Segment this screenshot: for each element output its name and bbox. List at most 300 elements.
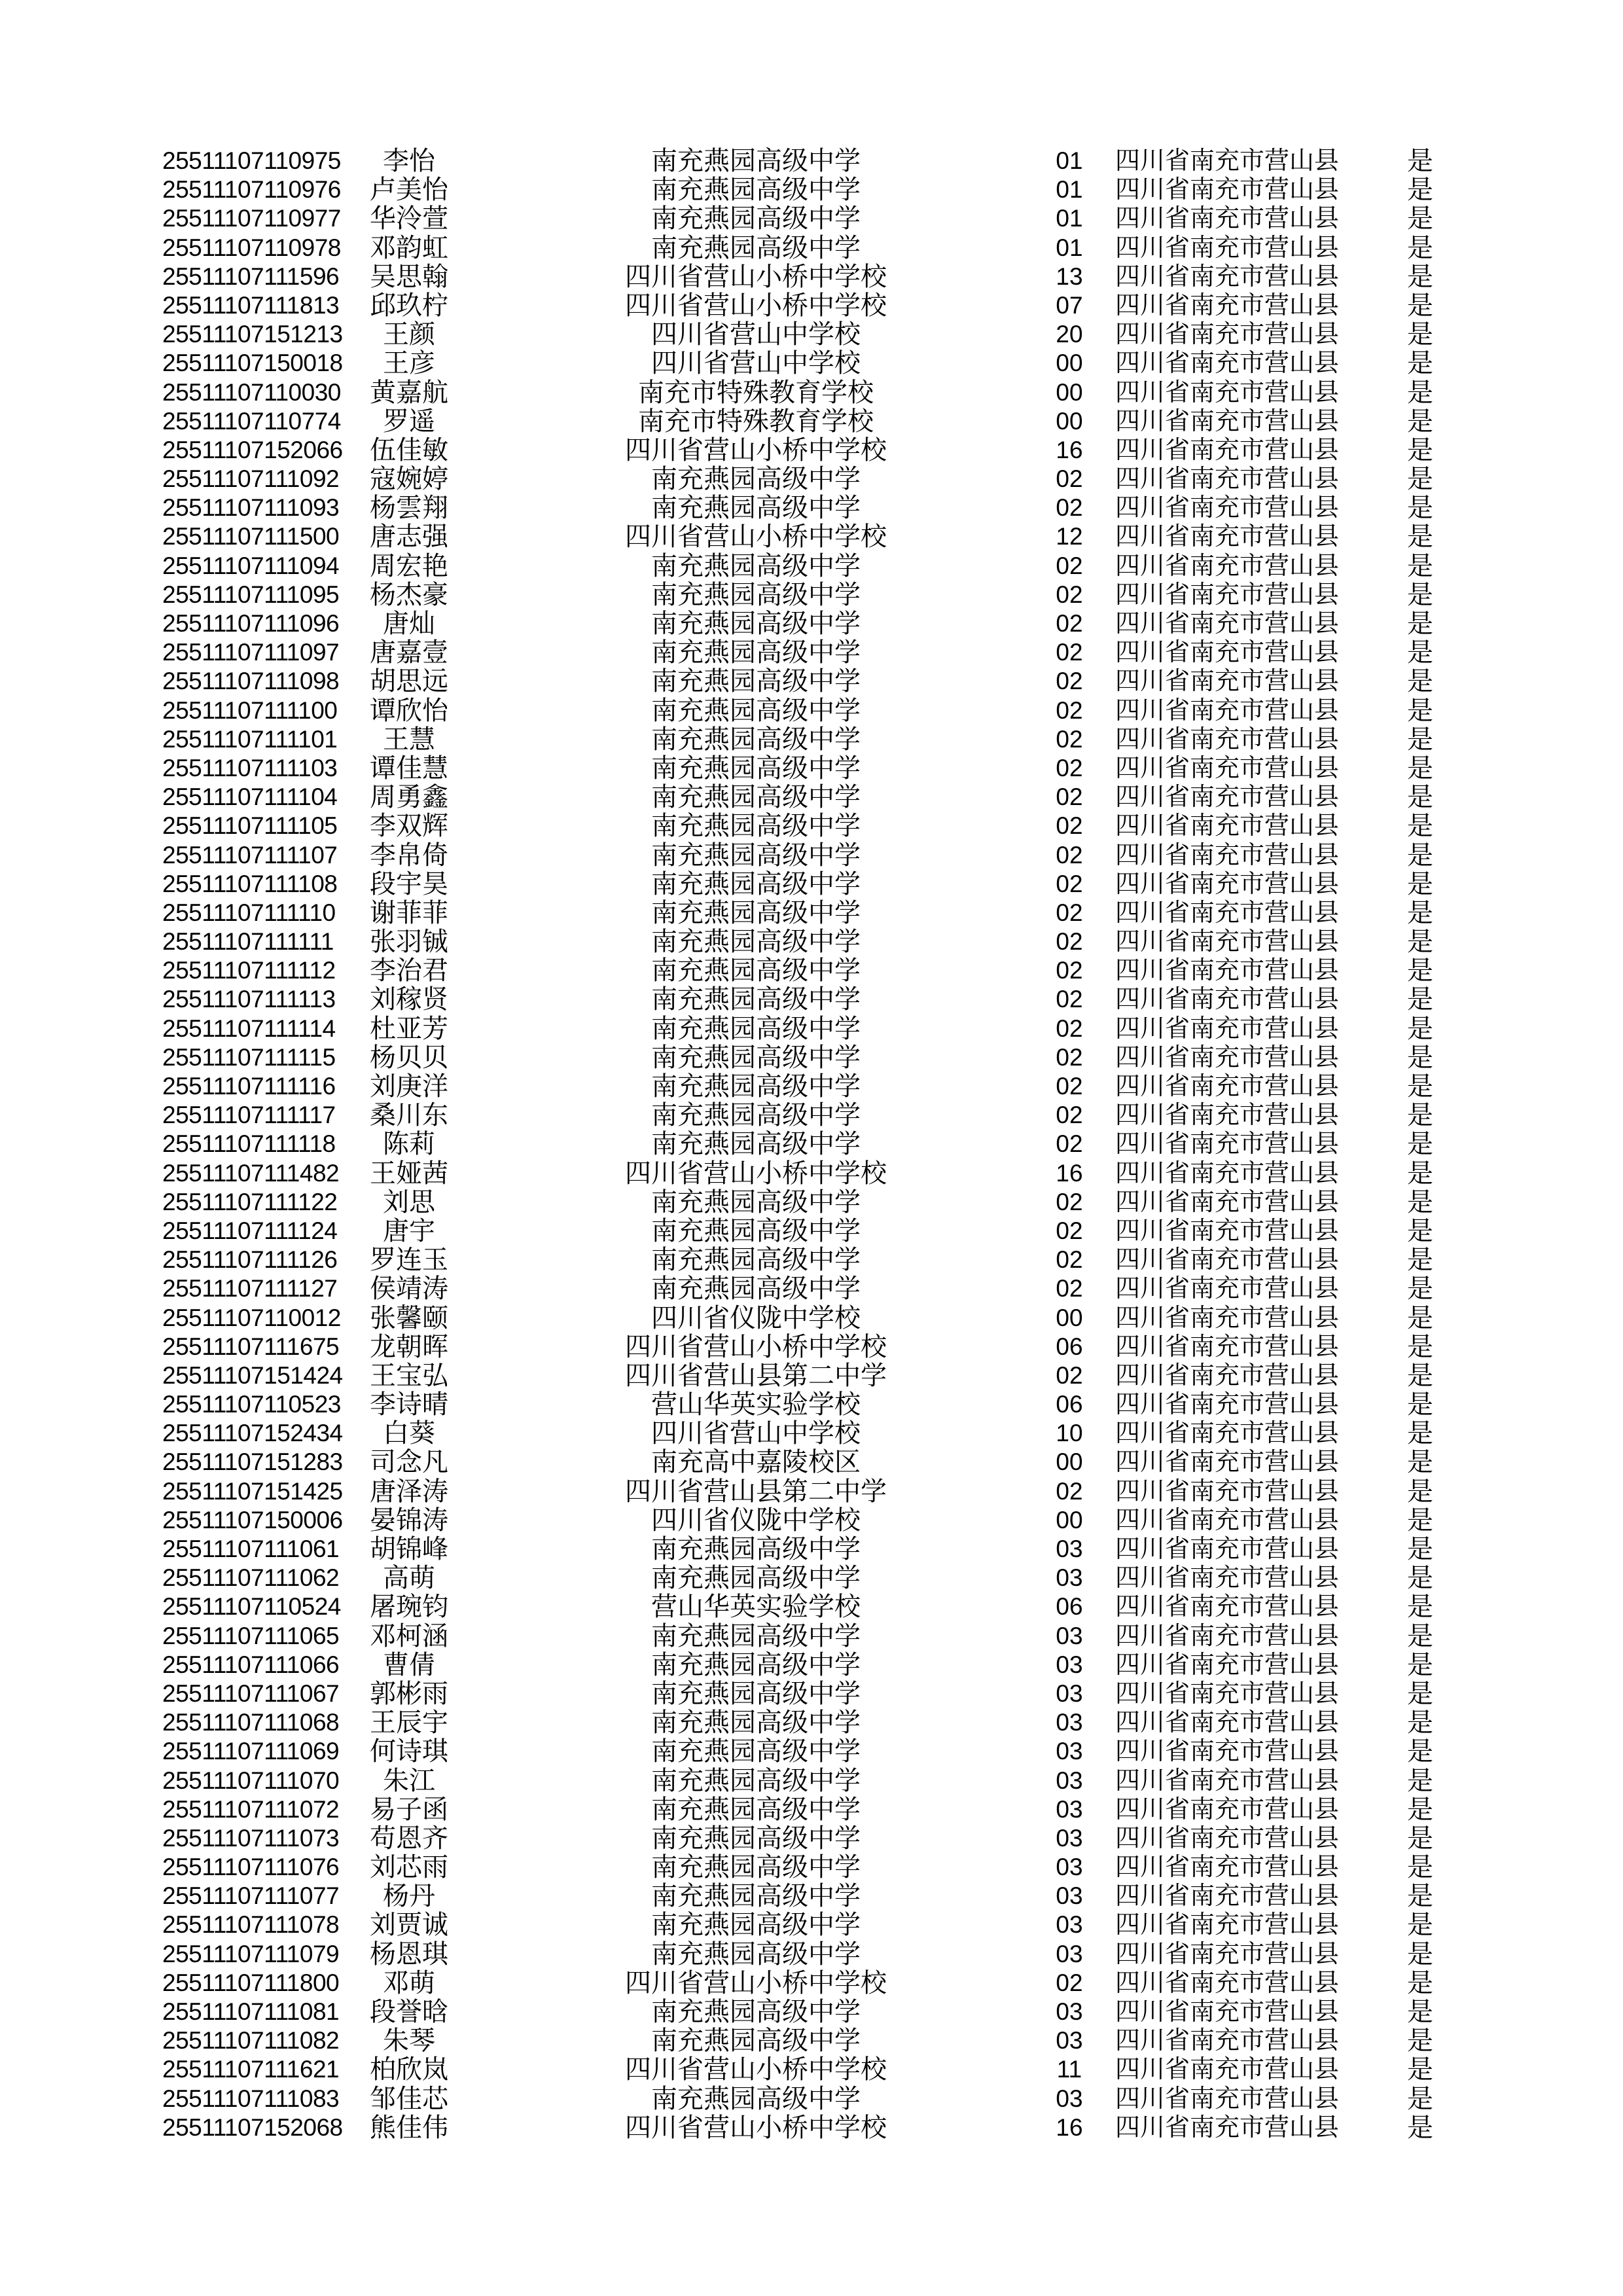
table-row <box>0 956 1623 985</box>
table-row <box>0 985 1623 1014</box>
confirm-flag: 是 <box>1407 1649 1433 1679</box>
school-name: 四川省营山小桥中学校 <box>625 1331 887 1361</box>
county-name: 四川省南充市营山县 <box>1115 899 1339 927</box>
table-row <box>0 1969 1623 1998</box>
table-row <box>0 1477 1623 1506</box>
student-name: 王颜 <box>383 319 435 350</box>
table-row <box>0 2026 1623 2055</box>
student-name: 曹倩 <box>383 1649 435 1679</box>
table-row <box>0 1651 1623 1679</box>
table-row <box>0 1333 1623 1361</box>
table-row <box>0 1246 1623 1274</box>
table-row <box>0 234 1623 262</box>
table-row <box>0 1824 1623 1853</box>
class-code: 02 <box>1056 552 1083 579</box>
confirm-flag: 是 <box>1407 1274 1433 1304</box>
school-name: 四川省营山小桥中学校 <box>625 2112 887 2142</box>
exam-id: 25511107111083 <box>162 2085 340 2112</box>
school-name: 南充燕园高级中学 <box>651 753 861 783</box>
student-name: 胡锦峰 <box>370 1534 448 1564</box>
exam-id: 25511107110524 <box>162 1593 341 1621</box>
exam-id: 25511107111105 <box>162 812 338 840</box>
student-name: 王彦 <box>383 348 435 378</box>
school-name: 南充燕园高级中学 <box>651 1563 861 1593</box>
school-name: 南充燕园高级中学 <box>651 897 861 927</box>
confirm-flag: 是 <box>1407 319 1433 350</box>
class-code: 03 <box>1056 1679 1083 1707</box>
class-code: 03 <box>1056 1709 1083 1736</box>
school-name: 南充燕园高级中学 <box>651 146 861 175</box>
table-row <box>0 609 1623 638</box>
class-code: 06 <box>1056 1333 1083 1360</box>
county-name: 四川省南充市营山县 <box>1115 1217 1339 1245</box>
class-code: 10 <box>1056 1420 1083 1447</box>
class-code: 02 <box>1056 494 1083 522</box>
confirm-flag: 是 <box>1407 2054 1433 2085</box>
student-name: 邹佳芯 <box>370 2083 448 2113</box>
exam-id: 25511107110523 <box>162 1391 341 1418</box>
exam-id: 25511107111097 <box>162 639 340 666</box>
exam-id: 25511107150006 <box>162 1506 343 1534</box>
confirm-flag: 是 <box>1407 175 1433 205</box>
school-name: 南充燕园高级中学 <box>651 1910 861 1940</box>
county-name: 四川省南充市营山县 <box>1115 1130 1339 1158</box>
class-code: 02 <box>1056 696 1083 724</box>
student-name: 邓萌 <box>383 1967 435 1998</box>
school-name: 南充燕园高级中学 <box>651 724 861 754</box>
school-name: 南充燕园高级中学 <box>651 840 861 870</box>
county-name: 四川省南充市营山县 <box>1115 754 1339 782</box>
class-code: 01 <box>1056 147 1083 174</box>
exam-id: 25511107111596 <box>162 262 340 290</box>
county-name: 四川省南充市营山县 <box>1115 2085 1339 2113</box>
confirm-flag: 是 <box>1407 406 1433 436</box>
school-name: 南充燕园高级中学 <box>651 666 861 696</box>
exam-id: 25511107111079 <box>162 1940 340 1967</box>
school-name: 四川省营山中学校 <box>651 348 861 378</box>
student-name: 张羽铖 <box>370 927 448 957</box>
confirm-flag: 是 <box>1407 1331 1433 1361</box>
school-name: 南充燕园高级中学 <box>651 1765 861 1795</box>
class-code: 00 <box>1056 350 1083 377</box>
class-code: 03 <box>1056 1940 1083 1967</box>
confirm-flag: 是 <box>1407 2026 1433 2056</box>
class-code: 02 <box>1056 668 1083 695</box>
table-row <box>0 1564 1623 1592</box>
confirm-flag: 是 <box>1407 435 1433 465</box>
table-row <box>0 725 1623 754</box>
school-name: 四川省营山小桥中学校 <box>625 261 887 291</box>
table-row <box>0 1910 1623 1939</box>
confirm-flag: 是 <box>1407 1418 1433 1448</box>
table-row <box>0 147 1623 175</box>
county-name: 四川省南充市营山县 <box>1115 436 1339 464</box>
student-name: 邱玖柠 <box>370 290 448 320</box>
confirm-flag: 是 <box>1407 1360 1433 1390</box>
exam-id: 25511107111813 <box>162 291 340 319</box>
county-name: 四川省南充市营山县 <box>1115 1246 1339 1274</box>
confirm-flag: 是 <box>1407 1129 1433 1159</box>
county-name: 四川省南充市营山县 <box>1115 1564 1339 1592</box>
table-row <box>0 204 1623 233</box>
table-row <box>0 1217 1623 1246</box>
student-name: 高萌 <box>383 1563 435 1593</box>
class-code: 20 <box>1056 321 1083 348</box>
county-name: 四川省南充市营山县 <box>1115 1073 1339 1100</box>
table-row <box>0 1737 1623 1766</box>
class-code: 11 <box>1056 2056 1082 2083</box>
county-name: 四川省南充市营山县 <box>1115 552 1339 580</box>
table-row <box>0 1274 1623 1303</box>
table-row <box>0 1882 1623 1910</box>
exam-id: 25511107111076 <box>162 1854 340 1881</box>
student-name: 罗遥 <box>383 406 435 436</box>
table-row <box>0 1592 1623 1621</box>
county-name: 四川省南充市营山县 <box>1115 465 1339 493</box>
confirm-flag: 是 <box>1407 1765 1433 1795</box>
confirm-flag: 是 <box>1407 1071 1433 1101</box>
school-name: 四川省营山小桥中学校 <box>625 2054 887 2085</box>
table-row <box>0 1101 1623 1130</box>
exam-id: 25511107111078 <box>162 1911 340 1939</box>
school-name: 四川省营山中学校 <box>651 319 861 350</box>
confirm-flag: 是 <box>1407 464 1433 494</box>
table-row <box>0 1188 1623 1217</box>
school-name: 四川省仪陇中学校 <box>651 1505 861 1535</box>
student-name: 李双辉 <box>370 811 448 841</box>
exam-id: 25511107111112 <box>162 957 336 984</box>
table-row <box>0 783 1623 812</box>
confirm-flag: 是 <box>1407 782 1433 812</box>
student-name: 刘芯雨 <box>370 1852 448 1882</box>
county-name: 四川省南充市营山县 <box>1115 1854 1339 1882</box>
table-row <box>0 1506 1623 1535</box>
county-name: 四川省南充市营山县 <box>1115 523 1339 551</box>
exam-id: 25511107111107 <box>162 841 338 869</box>
table-row <box>0 1304 1623 1333</box>
student-name: 吴思翰 <box>370 261 448 291</box>
county-name: 四川省南充市营山县 <box>1115 2027 1339 2055</box>
student-name: 刘贾诚 <box>370 1910 448 1940</box>
exam-id: 25511107151424 <box>162 1361 343 1389</box>
exam-id: 25511107111124 <box>162 1217 338 1244</box>
class-code: 02 <box>1056 928 1083 956</box>
table-row <box>0 465 1623 493</box>
class-code: 03 <box>1056 1795 1083 1823</box>
school-name: 南充燕园高级中学 <box>651 1794 861 1824</box>
class-code: 02 <box>1056 1361 1083 1389</box>
exam-id: 25511107111077 <box>162 1882 340 1910</box>
exam-id: 25511107111073 <box>162 1824 340 1852</box>
confirm-flag: 是 <box>1407 666 1433 696</box>
student-name: 朱琴 <box>383 2026 435 2056</box>
confirm-flag: 是 <box>1407 550 1433 581</box>
exam-id: 25511107110975 <box>162 147 341 174</box>
confirm-flag: 是 <box>1407 869 1433 899</box>
table-row <box>0 1998 1623 2026</box>
exam-id: 25511107111096 <box>162 610 340 637</box>
class-code: 02 <box>1056 986 1083 1013</box>
student-name: 苟恩齐 <box>370 1823 448 1853</box>
county-name: 四川省南充市营山县 <box>1115 494 1339 522</box>
county-name: 四川省南充市营山县 <box>1115 1622 1339 1650</box>
school-name: 南充市特殊教育学校 <box>638 377 874 407</box>
class-code: 16 <box>1056 2113 1083 2141</box>
table-row <box>0 1448 1623 1477</box>
class-code: 02 <box>1056 957 1083 984</box>
county-name: 四川省南充市营山县 <box>1115 1448 1339 1477</box>
school-name: 南充燕园高级中学 <box>651 1042 861 1072</box>
student-name: 张馨颐 <box>370 1302 448 1333</box>
table-row <box>0 754 1623 783</box>
class-code: 02 <box>1056 812 1083 840</box>
school-name: 南充燕园高级中学 <box>651 1129 861 1159</box>
class-code: 02 <box>1056 899 1083 926</box>
class-code: 03 <box>1056 1564 1083 1592</box>
confirm-flag: 是 <box>1407 897 1433 927</box>
table-row <box>0 436 1623 465</box>
student-name: 邓柯涵 <box>370 1621 448 1651</box>
school-name: 南充燕园高级中学 <box>651 1881 861 1911</box>
student-name: 杜亚芳 <box>370 1013 448 1043</box>
class-code: 02 <box>1056 783 1083 811</box>
student-name: 晏锦涛 <box>370 1505 448 1535</box>
exam-id: 25511107111104 <box>162 783 338 811</box>
confirm-flag: 是 <box>1407 1042 1433 1072</box>
county-name: 四川省南充市营山县 <box>1115 841 1339 869</box>
county-name: 四川省南充市营山县 <box>1115 1420 1339 1448</box>
student-name: 刘稼贤 <box>370 984 448 1014</box>
class-code: 02 <box>1056 1477 1083 1505</box>
exam-id: 25511107111117 <box>162 1102 336 1129</box>
county-name: 四川省南充市营山县 <box>1115 783 1339 812</box>
student-name: 易子函 <box>370 1794 448 1824</box>
county-name: 四川省南充市营山县 <box>1115 1824 1339 1852</box>
student-name: 唐志强 <box>370 522 448 552</box>
exam-id: 25511107111110 <box>162 899 336 926</box>
table-row <box>0 1130 1623 1158</box>
county-name: 四川省南充市营山县 <box>1115 610 1339 637</box>
student-name: 胡思远 <box>370 666 448 696</box>
class-code: 13 <box>1056 262 1083 290</box>
school-name: 南充燕园高级中学 <box>651 2083 861 2113</box>
table-row <box>0 2055 1623 2084</box>
class-code: 02 <box>1056 581 1083 608</box>
class-code: 02 <box>1056 1969 1083 1996</box>
confirm-flag: 是 <box>1407 1997 1433 2026</box>
student-name: 司念凡 <box>370 1447 448 1477</box>
class-code: 02 <box>1056 870 1083 897</box>
county-name: 四川省南充市营山县 <box>1115 2113 1339 2142</box>
student-name: 屠琬钧 <box>370 1592 448 1622</box>
county-name: 四川省南充市营山县 <box>1115 147 1339 175</box>
exam-id: 25511107110030 <box>162 378 341 406</box>
table-row <box>0 1419 1623 1448</box>
table-row <box>0 1853 1623 1882</box>
exam-id: 25511107111127 <box>162 1275 338 1302</box>
confirm-flag: 是 <box>1407 1736 1433 1767</box>
confirm-flag: 是 <box>1407 1592 1433 1622</box>
class-code: 03 <box>1056 1882 1083 1910</box>
county-name: 四川省南充市营山县 <box>1115 234 1339 262</box>
county-name: 四川省南充市营山县 <box>1115 668 1339 696</box>
confirm-flag: 是 <box>1407 1390 1433 1420</box>
student-name: 熊佳伟 <box>370 2112 448 2142</box>
school-name: 南充燕园高级中学 <box>651 1678 861 1708</box>
confirm-flag: 是 <box>1407 1881 1433 1911</box>
student-name: 谭欣怡 <box>370 695 448 725</box>
table-row <box>0 581 1623 609</box>
exam-id: 25511107111093 <box>162 494 340 522</box>
class-code: 06 <box>1056 1593 1083 1621</box>
class-code: 00 <box>1056 1304 1083 1331</box>
confirm-flag: 是 <box>1407 2112 1433 2142</box>
student-name: 寇婉婷 <box>370 464 448 494</box>
county-name: 四川省南充市营山县 <box>1115 1159 1339 1187</box>
student-name: 李帛倚 <box>370 840 448 870</box>
confirm-flag: 是 <box>1407 1158 1433 1188</box>
school-name: 南充燕园高级中学 <box>651 1245 861 1275</box>
confirm-flag: 是 <box>1407 1187 1433 1217</box>
county-name: 四川省南充市营山县 <box>1115 1535 1339 1563</box>
class-code: 02 <box>1056 1014 1083 1042</box>
exam-id: 25511107152068 <box>162 2113 343 2141</box>
exam-id: 25511107111069 <box>162 1738 340 1765</box>
table-row <box>0 1159 1623 1188</box>
class-code: 02 <box>1056 610 1083 637</box>
school-name: 南充燕园高级中学 <box>651 1534 861 1564</box>
table-row <box>0 1795 1623 1824</box>
table-row <box>0 1940 1623 1969</box>
exam-id: 25511107111118 <box>162 1130 336 1158</box>
confirm-flag: 是 <box>1407 1534 1433 1564</box>
student-name: 李怡 <box>383 146 435 175</box>
exam-id: 25511107110012 <box>162 1304 341 1331</box>
student-name: 陈莉 <box>383 1129 435 1159</box>
student-name: 杨丹 <box>383 1881 435 1911</box>
county-name: 四川省南充市营山县 <box>1115 350 1339 378</box>
student-name: 刘思 <box>383 1187 435 1217</box>
exam-id: 25511107111126 <box>162 1246 338 1274</box>
exam-id: 25511107111061 <box>162 1535 340 1562</box>
exam-id: 25511107111100 <box>162 696 338 724</box>
confirm-flag: 是 <box>1407 840 1433 870</box>
county-name: 四川省南充市营山县 <box>1115 1275 1339 1303</box>
student-name: 王辰宇 <box>370 1708 448 1738</box>
class-code: 02 <box>1056 1130 1083 1158</box>
class-code: 16 <box>1056 436 1083 463</box>
table-row <box>0 493 1623 522</box>
confirm-flag: 是 <box>1407 1939 1433 1969</box>
class-code: 03 <box>1056 1824 1083 1852</box>
class-code: 02 <box>1056 1102 1083 1129</box>
student-name: 李治君 <box>370 956 448 986</box>
confirm-flag: 是 <box>1407 1505 1433 1535</box>
school-name: 南充燕园高级中学 <box>651 609 861 638</box>
student-name: 柏欣岚 <box>370 2054 448 2085</box>
exam-id: 25511107111482 <box>162 1159 340 1187</box>
school-name: 南充燕园高级中学 <box>651 1939 861 1969</box>
table-row <box>0 378 1623 407</box>
class-code: 02 <box>1056 1073 1083 1100</box>
school-name: 四川省仪陇中学校 <box>651 1302 861 1333</box>
school-name: 四川省营山小桥中学校 <box>625 1967 887 1998</box>
county-name: 四川省南充市营山县 <box>1115 1506 1339 1534</box>
table-row <box>0 175 1623 204</box>
class-code: 00 <box>1056 1448 1083 1476</box>
county-name: 四川省南充市营山县 <box>1115 1593 1339 1621</box>
class-code: 00 <box>1056 407 1083 435</box>
exam-id: 25511107111675 <box>162 1333 340 1360</box>
county-name: 四川省南充市营山县 <box>1115 1477 1339 1505</box>
school-name: 南充燕园高级中学 <box>651 927 861 957</box>
exam-id: 25511107111062 <box>162 1564 340 1592</box>
exam-id: 25511107111115 <box>162 1043 336 1071</box>
confirm-flag: 是 <box>1407 146 1433 175</box>
exam-id: 25511107151213 <box>162 321 343 348</box>
county-name: 四川省南充市营山县 <box>1115 1679 1339 1708</box>
county-name: 四川省南充市营山县 <box>1115 957 1339 985</box>
school-name: 南充燕园高级中学 <box>651 984 861 1014</box>
exam-id: 25511107111101 <box>162 725 338 753</box>
table-row <box>0 1361 1623 1390</box>
county-name: 四川省南充市营山县 <box>1115 1102 1339 1130</box>
county-name: 四川省南充市营山县 <box>1115 205 1339 233</box>
confirm-flag: 是 <box>1407 753 1433 783</box>
school-name: 四川省营山小桥中学校 <box>625 290 887 320</box>
table-row <box>0 1014 1623 1043</box>
confirm-flag: 是 <box>1407 1823 1433 1853</box>
county-name: 四川省南充市营山县 <box>1115 378 1339 406</box>
table-row <box>0 2113 1623 2142</box>
school-name: 南充市特殊教育学校 <box>638 406 874 436</box>
table-row <box>0 696 1623 725</box>
school-name: 南充燕园高级中学 <box>651 1215 861 1246</box>
table-row <box>0 927 1623 956</box>
county-name: 四川省南充市营山县 <box>1115 1188 1339 1216</box>
exam-id: 25511107111082 <box>162 2027 340 2054</box>
exam-id: 25511107111092 <box>162 465 340 493</box>
class-code: 03 <box>1056 1911 1083 1939</box>
confirm-flag: 是 <box>1407 1245 1433 1275</box>
confirm-flag: 是 <box>1407 695 1433 725</box>
student-name: 杨贝贝 <box>370 1042 448 1072</box>
county-name: 四川省南充市营山县 <box>1115 1651 1339 1679</box>
student-name: 杨雲翔 <box>370 493 448 523</box>
table-row <box>0 522 1623 551</box>
table-row <box>0 1535 1623 1564</box>
school-name: 南充燕园高级中学 <box>651 175 861 205</box>
county-name: 四川省南充市营山县 <box>1115 1014 1339 1043</box>
student-name: 杨杰豪 <box>370 579 448 609</box>
class-code: 12 <box>1056 523 1083 550</box>
exam-id: 25511107111081 <box>162 1998 340 2025</box>
school-name: 南充燕园高级中学 <box>651 1071 861 1101</box>
county-name: 四川省南充市营山县 <box>1115 1795 1339 1823</box>
confirm-flag: 是 <box>1407 1708 1433 1738</box>
school-name: 南充高中嘉陵校区 <box>651 1447 861 1477</box>
table-row <box>0 667 1623 696</box>
county-name: 四川省南充市营山县 <box>1115 291 1339 319</box>
school-name: 南充燕园高级中学 <box>651 1649 861 1679</box>
exam-id: 25511107111114 <box>162 1014 336 1042</box>
exam-id: 25511107111065 <box>162 1622 340 1649</box>
school-name: 南充燕园高级中学 <box>651 1100 861 1130</box>
confirm-flag: 是 <box>1407 927 1433 957</box>
confirm-flag: 是 <box>1407 637 1433 668</box>
table-row <box>0 1622 1623 1651</box>
confirm-flag: 是 <box>1407 290 1433 320</box>
